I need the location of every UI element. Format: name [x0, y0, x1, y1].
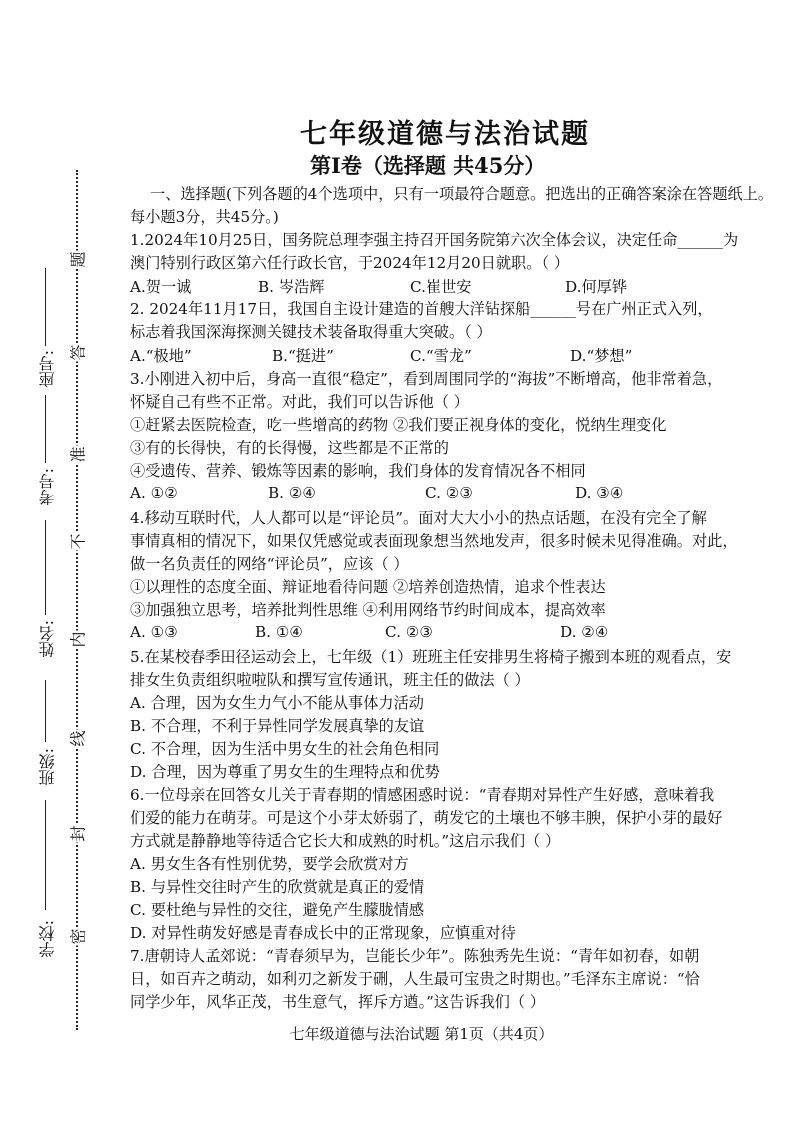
- q2-line-1: 2. 2024年11月17日，我国自主设计建造的首艘大洋钻探船______号在广州正式入列，: [130, 300, 713, 318]
- instructions-line-1: 一、选择题(下列各题的4个选项中，只有一项最符合题意。把选出的正确答案涂在答题纸上。: [150, 185, 774, 203]
- q4-option-a[interactable]: A. ①③: [130, 623, 178, 641]
- q2-option-a[interactable]: A.“极地”: [130, 347, 192, 365]
- q4-option-d[interactable]: D. ②④: [560, 623, 609, 641]
- q1-option-a[interactable]: A.贺一诚: [130, 278, 192, 296]
- q6-option-a[interactable]: A. 男女生各有性别优势，要学会欣赏对方: [130, 855, 409, 873]
- seal-char-2: 封: [66, 825, 89, 843]
- q3-option-d[interactable]: D. ③④: [575, 484, 624, 502]
- q4-option-c[interactable]: C. ②③: [385, 623, 433, 641]
- q2-options: [130, 345, 730, 367]
- q1-option-c[interactable]: C.崔世安: [410, 278, 472, 296]
- binding-margin: [0, 0, 110, 1121]
- q2-option-c[interactable]: C.“雪龙”: [410, 347, 472, 365]
- seat-field[interactable]: [45, 268, 47, 346]
- q2-option-b[interactable]: B.“挺进”: [272, 347, 334, 365]
- q5-line-2: 排女生负责组织啦啦队和撰写宣传通讯，班主任的做法（ ）: [130, 671, 530, 689]
- seal-char-8: 题: [66, 251, 89, 269]
- name-field[interactable]: [45, 520, 47, 615]
- school-label: 学校:: [38, 920, 57, 958]
- q7-line-1: 7.唐朝诗人孟郊说：“青春须早为，岂能长少年”。陈独秀先生说：“青年如初春，如朝: [130, 947, 700, 965]
- section-subtitle: 第Ⅰ卷（选择题 共45分）: [310, 153, 546, 178]
- seal-char-1: 密: [66, 928, 89, 946]
- seal-char-7: 答: [66, 344, 89, 362]
- exam-number-field[interactable]: [45, 395, 47, 463]
- q6-option-b[interactable]: B. 与异性交往时产生的欣赏就是真正的爱情: [130, 878, 425, 896]
- q1-line-1: 1.2024年10月25日，国务院总理李强主持召开国务院第六次全体会议，决定任命______为: [130, 231, 739, 249]
- q3-line-2: 怀疑自己有些不正常。对此，我们可以告诉他（ ）: [130, 393, 469, 411]
- q4-options: [130, 623, 730, 645]
- q7-line-2: 日，如百卉之萌动，如利刃之新发于硎，人生最可宝贵之时期也。”毛泽东主席说：“恰: [130, 970, 700, 988]
- q5-line-1: 5.在某校春季田径运动会上，七年级（1）班班主任安排男生将椅子搬到本班的观看点，安: [130, 648, 732, 666]
- q4-statement-1-2: ①以理性的态度全面、辩证地看待问题 ②培养创造热情，追求个性表达: [130, 578, 606, 596]
- q1-option-d[interactable]: D.何厚铧: [565, 278, 628, 296]
- q2-option-d[interactable]: D.“梦想”: [570, 347, 633, 365]
- class-label: 班级:: [38, 748, 57, 786]
- instructions-line-2: 每小题3分，共45分。): [130, 208, 279, 226]
- class-field[interactable]: [45, 680, 47, 742]
- q3-option-c[interactable]: C. ②③: [425, 484, 473, 502]
- seal-char-6: 准: [66, 446, 89, 464]
- q6-line-1: 6.一位母亲在回答女儿关于青春期的情感困惑时说：“青春期对异性产生好感，意味着我: [130, 786, 715, 804]
- q7-line-3: 同学少年，风华正茂，书生意气，挥斥方遒。”这告诉我们（ ）: [130, 993, 546, 1011]
- q6-line-2: 们爱的能力在萌芽。可是这个小芽太娇弱了，萌发它的土壤也不够丰腴，保护小芽的最好: [130, 809, 723, 827]
- q5-option-c[interactable]: C. 不合理，因为生活中男女生的社会角色相同: [130, 740, 440, 758]
- seal-char-3: 线: [66, 730, 89, 748]
- school-field[interactable]: [45, 800, 47, 910]
- q4-line-3: 做一名负责任的网络“评论员”，应该（ ）: [130, 555, 409, 573]
- seal-char-5: 不: [66, 533, 89, 551]
- seal-char-4: 内: [66, 631, 89, 649]
- q5-option-b[interactable]: B. 不合理，不利于异性同学发展真挚的友谊: [130, 717, 425, 735]
- q6-option-c[interactable]: C. 要杜绝与异性的交往，避免产生朦胧情感: [130, 901, 425, 919]
- seat-label: 座号:: [38, 350, 57, 388]
- q6-option-d[interactable]: D. 对异性萌发好感是青春成长中的正常现象，应慎重对待: [130, 924, 516, 942]
- q3-options: [130, 484, 730, 506]
- q4-line-2: 事情真相的情况下，如果仅凭感觉或表面现象想当然地发声，很多时候未见得准确。对此，: [130, 532, 738, 550]
- exam-title: 七年级道德与法治试题: [300, 119, 590, 150]
- q5-option-d[interactable]: D. 合理，因为尊重了男女生的生理特点和优势: [130, 763, 440, 781]
- q3-option-b[interactable]: B. ②④: [268, 484, 317, 502]
- page-footer: 七年级道德与法治试题 第1页（共4页）: [289, 1025, 554, 1043]
- q4-statement-3-4: ③加强独立思考，培养批判性思维 ④利用网络节约时间成本，提高效率: [130, 601, 606, 619]
- q4-line-1: 4.移动互联时代，人人都可以是“评论员”。面对大大小小的热点话题，在没有完全了解: [130, 509, 707, 527]
- q6-line-3: 方式就是静静地等待适合它长大和成熟的时机。”这启示我们（ ）: [130, 832, 561, 850]
- q3-line-1: 3.小刚进入初中后，身高一直很“稳定”，看到周围同学的“海拔”不断增高，他非常着急，: [130, 370, 723, 388]
- q3-statement-1-2: ①赶紧去医院检查，吃一些增高的药物 ②我们要正视身体的变化，悦纳生理变化: [130, 416, 667, 434]
- seal-dotted-line: [76, 170, 78, 1030]
- q2-line-2: 标志着我国深海探测关键技术装备取得重大突破。（ ）: [130, 323, 492, 341]
- q3-statement-4: ④受遗传、营养、锻炼等因素的影响，我们身体的发育情况各不相同: [130, 462, 586, 480]
- exam-number-label: 考号:: [38, 468, 57, 506]
- q1-options: [130, 276, 730, 298]
- q3-option-a[interactable]: A. ①②: [130, 484, 178, 502]
- q5-option-a[interactable]: A. 合理，因为女生力气小不能从事体力活动: [130, 694, 424, 712]
- q1-line-2: 澳门特别行政区第六任行政长官，于2024年12月20日就职。（ ）: [130, 254, 570, 272]
- q3-statement-3: ③有的长得快，有的长得慢，这些都是不正常的: [130, 439, 449, 457]
- q4-option-b[interactable]: B. ①④: [255, 623, 304, 641]
- name-label: 姓名:: [38, 620, 57, 658]
- q1-option-b[interactable]: B. 岑浩辉: [258, 278, 325, 296]
